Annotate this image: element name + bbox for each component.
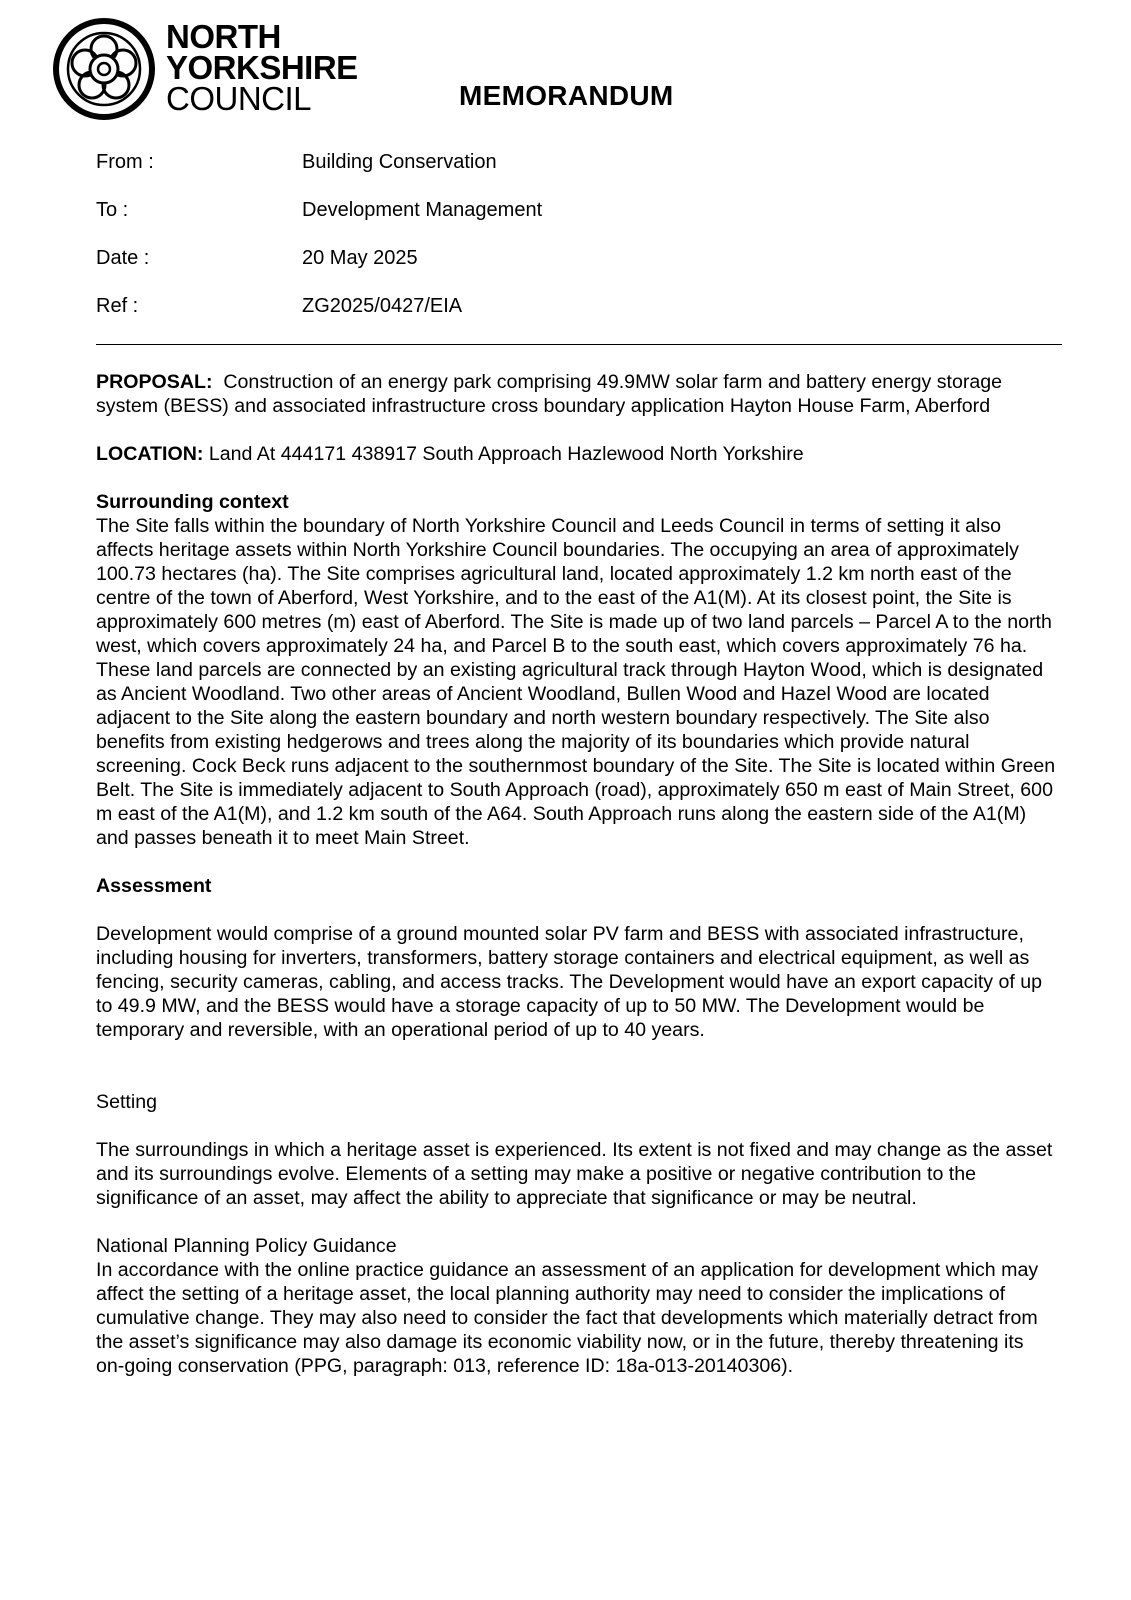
logo-line-3: COUNCIL bbox=[166, 80, 312, 117]
proposal-label: PROPOSAL: bbox=[96, 371, 213, 393]
header-label: Date : bbox=[96, 247, 150, 269]
location-label: LOCATION: bbox=[96, 443, 204, 465]
page-title: MEMORANDUM bbox=[459, 80, 674, 111]
assessment-heading: Assessment bbox=[96, 875, 212, 897]
header-label: From : bbox=[96, 151, 154, 173]
proposal-text: Construction of an energy park comprising 49.9MW solar farm and battery energy storage system (BESS) and associated infrastructure cross boundary application Hayton House Farm, Aberford bbox=[96, 371, 1003, 417]
header-value: ZG2025/0427/EIA bbox=[302, 295, 463, 317]
nppg-text: In accordance with the online practice guidance an assessment of an application for development which may affect the setting of a heritage asset, the local planning authority may need to consider the implications of cumulative change. They may also need to consider the fact that developments which materially detract from the asset’s significance may also damage its economic viability now, or in the future, thereby threatening its on-going conservation (PPG, paragraph: 013, reference ID: 18a-013-20140306). bbox=[96, 1259, 1039, 1377]
assessment-text: Development would comprise of a ground mounted solar PV farm and BESS with associated infrastructure, including housing for inverters, transformers, battery storage containers and electrical equipment, as well as fencing, security cameras, cabling, and access tracks. The Development would have an export capacity of up to 49.9 MW, and the BESS would have a storage capacity of up to 50 MW. The Development would be temporary and reversible, with an operational period of up to 40 years. bbox=[96, 923, 1043, 1041]
setting-heading: Setting bbox=[96, 1091, 158, 1113]
logo-wordmark bbox=[166, 18, 358, 117]
nppg-heading: National Planning Policy Guidance bbox=[96, 1235, 397, 1257]
logo-line-1: NORTH bbox=[166, 18, 281, 55]
header-value: 20 May 2025 bbox=[302, 247, 418, 269]
header-divider bbox=[96, 344, 1062, 345]
setting-text: The surroundings in which a heritage asset is experienced. Its extent is not fixed and may change as the asset and its surroundings evolve. Elements of a setting may make a positive or negative contribution to the significance of an asset, may affect the ability to appreciate that significance or may be neutral. bbox=[96, 1139, 1053, 1209]
logo-line-2: YORKSHIRE bbox=[166, 49, 358, 86]
header-label: Ref : bbox=[96, 295, 139, 317]
location-paragraph bbox=[96, 442, 1056, 466]
surrounding-heading: Surrounding context bbox=[96, 491, 289, 513]
proposal-paragraph bbox=[96, 370, 1056, 418]
surrounding-text: The Site falls within the boundary of North Yorkshire Council and Leeds Council in terms of setting it also affects heritage assets within North Yorkshire Council boundaries. The occupying an area of approximately 100.73 hectares (ha). The Site comprises agricultural land, located approximately 1.2 km north east of the centre of the town of Aberford, West Yorkshire, and to the east of the A1(M). At its closest point, the Site is approximately 600 metres (m) east of Aberford. The Site is made up of two land parcels – Parcel A to the north west, which covers approximately 24 ha, and Parcel B to the south east, which covers approximately 76 ha. These land parcels are connected by an existing agricultural track through Hayton Wood, which is designated as Ancient Woodland. Two other areas of Ancient Woodland, Bullen Wood and Hazel Wood are located adjacent to the Site along the eastern boundary and north western boundary respectively. The Site also benefits from existing hedgerows and trees along the majority of its boundaries which provide natural screening. Cock Beck runs adjacent to the southernmost boundary of the Site. The Site is located within Green Belt. The Site is immediately adjacent to South Approach (road), approximately 650 m east of Main Street, 600 m east of the A1(M), and 1.2 km south of the A64. South Approach runs along the eastern side of the A1(M) and passes beneath it to meet Main Street. bbox=[96, 515, 1056, 849]
header-value: Building Conservation bbox=[302, 151, 497, 173]
header-label: To : bbox=[96, 199, 129, 221]
memo-body bbox=[96, 370, 1056, 1378]
location-text: Land At 444171 438917 South Approach Hazlewood North Yorkshire bbox=[208, 443, 804, 465]
tudor-rose-emblem-icon bbox=[52, 17, 160, 125]
header-value: Development Management bbox=[302, 199, 543, 221]
council-logo bbox=[52, 17, 372, 125]
